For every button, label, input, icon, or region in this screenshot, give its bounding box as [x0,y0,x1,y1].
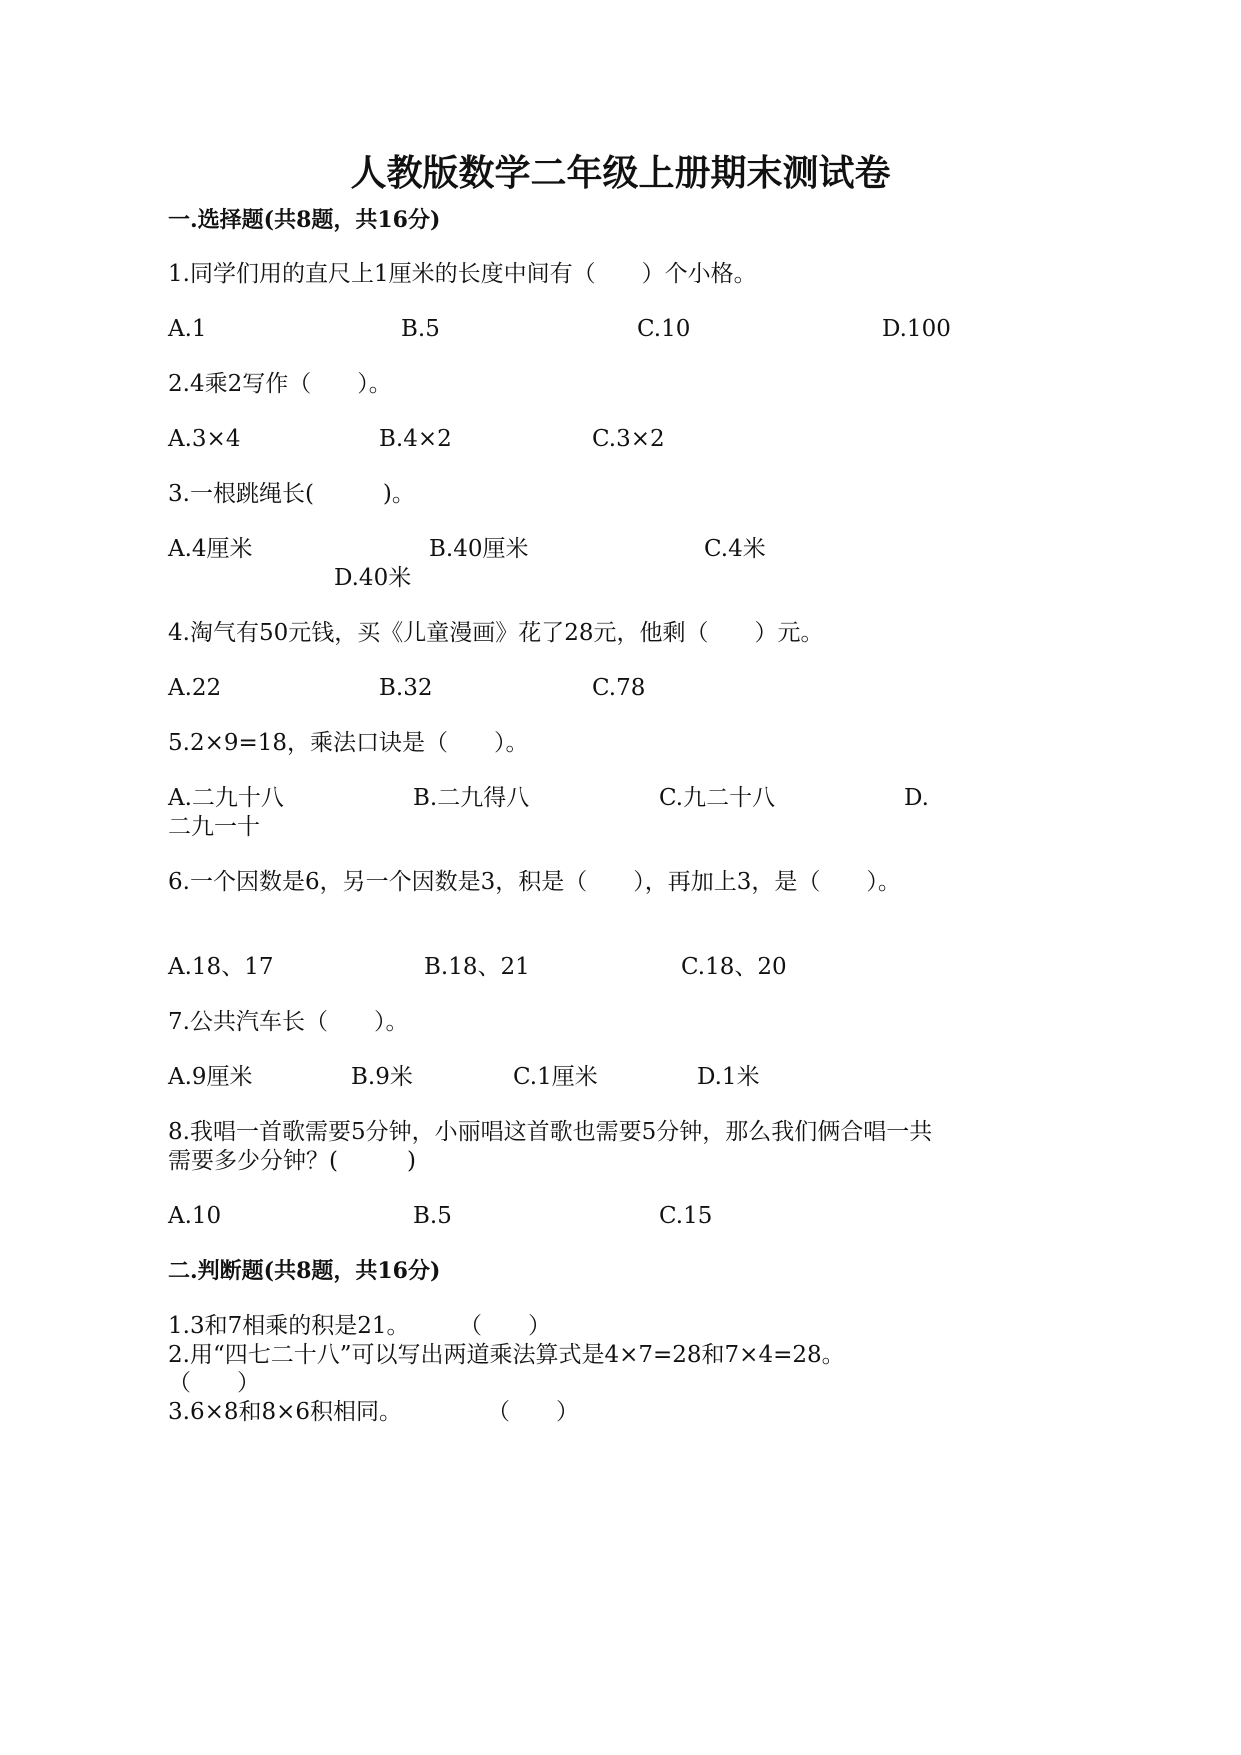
question-stem: 5.2×9=18，乘法口诀是（ ）。 [168,730,529,756]
option-b: B.32 [379,675,433,701]
option-a: A.4厘米 [168,536,253,562]
option-b: B.4×2 [379,426,452,452]
option-c: C.4米 [704,536,766,562]
question-stem-line-2: 需要多少分钟？( ) [168,1148,416,1174]
option-c: C.18、20 [681,954,787,980]
judgment-stem: 3.6×8和8×6积相同。 [168,1399,403,1425]
question-stem-line-1: 8.我唱一首歌需要5分钟，小丽唱这首歌也需要5分钟，那么我们俩合唱一共 [168,1119,933,1145]
option-b: B.9米 [351,1064,413,1090]
option-c: C.78 [592,675,646,701]
option-d: D.1米 [697,1064,760,1090]
option-d-label: D. [904,785,929,811]
option-b: B.5 [413,1203,452,1229]
question-stem: 3.一根跳绳长( )。 [168,481,415,507]
option-c: C.1厘米 [513,1064,598,1090]
section-heading-judgment: 二.判断题(共8题，共16分) [168,1258,441,1284]
answer-bracket: （ ） [168,1370,260,1396]
option-c: C.3×2 [592,426,665,452]
judgment-stem: 2.用“四七二十八”可以写出两道乘法算式是4×7=28和7×4=28。 [168,1342,845,1368]
question-stem: 4.淘气有50元钱，买《儿童漫画》花了28元，他剩（ ）元。 [168,620,824,646]
question-stem: 7.公共汽车长（ ）。 [168,1009,409,1035]
option-c: C.九二十八 [659,785,776,811]
question-stem: 6.一个因数是6，另一个因数是3，积是（ ），再加上3，是（ ）。 [168,869,901,895]
option-b: B.5 [401,316,440,342]
option-d: D.100 [882,316,951,342]
option-a: A.10 [168,1203,222,1229]
option-d-text: 二九一十 [168,814,260,840]
option-b: B.40厘米 [429,536,529,562]
judgment-stem: 1.3和7相乘的积是21。 [168,1313,410,1339]
option-c: C.15 [659,1203,713,1229]
question-stem: 2.4乘2写作（ ）。 [168,371,392,397]
option-a: A.1 [168,316,207,342]
option-a: A.9厘米 [168,1064,253,1090]
answer-bracket: （ ） [459,1313,551,1339]
option-a: A.3×4 [168,426,241,452]
option-b: B.二九得八 [413,785,530,811]
option-b: B.18、21 [424,954,530,980]
option-a: A.18、17 [168,954,274,980]
section-heading-choice: 一.选择题(共8题，共16分) [168,207,441,233]
page-title: 人教版数学二年级上册期末测试卷 [350,152,891,194]
option-a: A.22 [168,675,222,701]
option-a: A.二九十八 [168,785,284,811]
option-c: C.10 [637,316,691,342]
option-d: D.40米 [334,565,412,591]
answer-bracket: （ ） [487,1399,579,1425]
question-stem: 1.同学们用的直尺上1厘米的长度中间有（ ）个小格。 [168,261,757,287]
